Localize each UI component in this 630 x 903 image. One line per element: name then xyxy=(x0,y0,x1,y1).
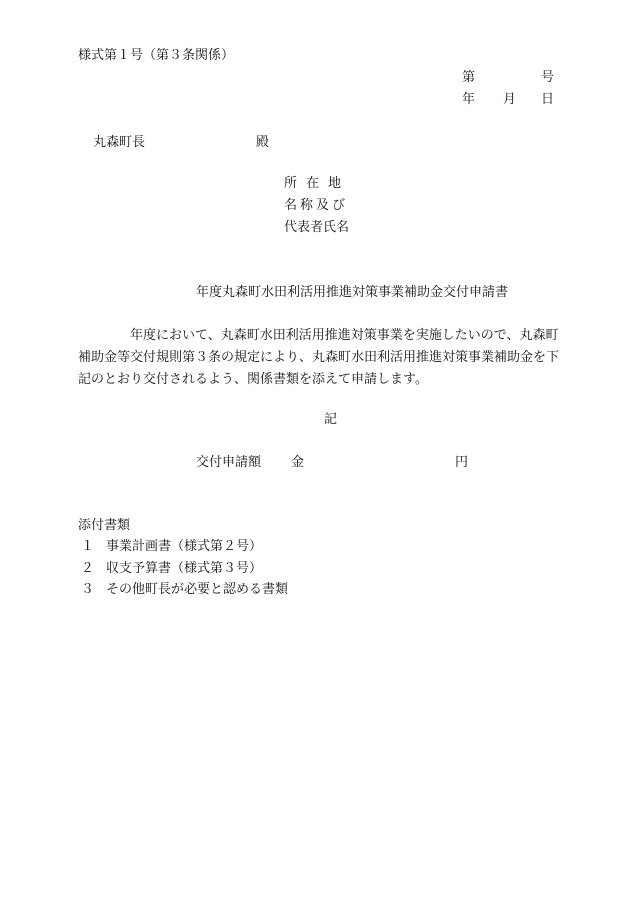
applicant-name-label: 名称及び xyxy=(284,198,349,213)
attachment-number: ３ xyxy=(81,582,95,597)
attachment-item xyxy=(81,539,262,555)
attachments-title: 添付書類 xyxy=(78,518,131,533)
attachment-number: ２ xyxy=(81,561,95,576)
attachment-text: 収支予算書（様式第３号） xyxy=(106,561,263,576)
applicant-location-label: 所在地 xyxy=(284,176,351,191)
applicant-representative-label: 代表者氏名 xyxy=(284,220,350,235)
body-line-1: 年度において、丸森町水田利活用推進対策事業を実施したいので、丸森町 xyxy=(130,328,559,343)
ki-heading: 記 xyxy=(324,412,338,427)
addressee-name: 丸森町長 xyxy=(93,135,146,150)
application-body xyxy=(78,325,583,391)
date-year-label: 年 xyxy=(462,92,476,107)
date-month-label: 月 xyxy=(503,92,517,107)
body-line-2: 補助金等交付規則第３条の規定により、丸森町水田利活用推進対策事業補助金を下 xyxy=(78,350,560,365)
amount-prefix: 金 xyxy=(291,455,305,470)
attachment-item xyxy=(81,582,288,598)
attachment-text: 事業計画書（様式第２号） xyxy=(106,539,263,554)
form-number: 様式第１号（第３条関係） xyxy=(78,48,235,63)
amount-suffix: 円 xyxy=(455,455,469,470)
attachment-item xyxy=(81,561,262,577)
date-day-label: 日 xyxy=(541,92,555,107)
document-number-prefix: 第 xyxy=(462,70,476,85)
attachment-text: その他町長が必要と認める書類 xyxy=(106,582,289,597)
attachment-number: １ xyxy=(81,539,95,554)
document-number-suffix: 号 xyxy=(541,70,555,85)
body-line-3: 記のとおり交付されるよう、関係書類を添えて申請します。 xyxy=(78,372,428,387)
document-title: 年度丸森町水田利活用推進対策事業補助金交付申請書 xyxy=(196,285,509,300)
addressee-honorific: 殿 xyxy=(256,135,270,150)
amount-label: 交付申請額 xyxy=(196,455,262,470)
